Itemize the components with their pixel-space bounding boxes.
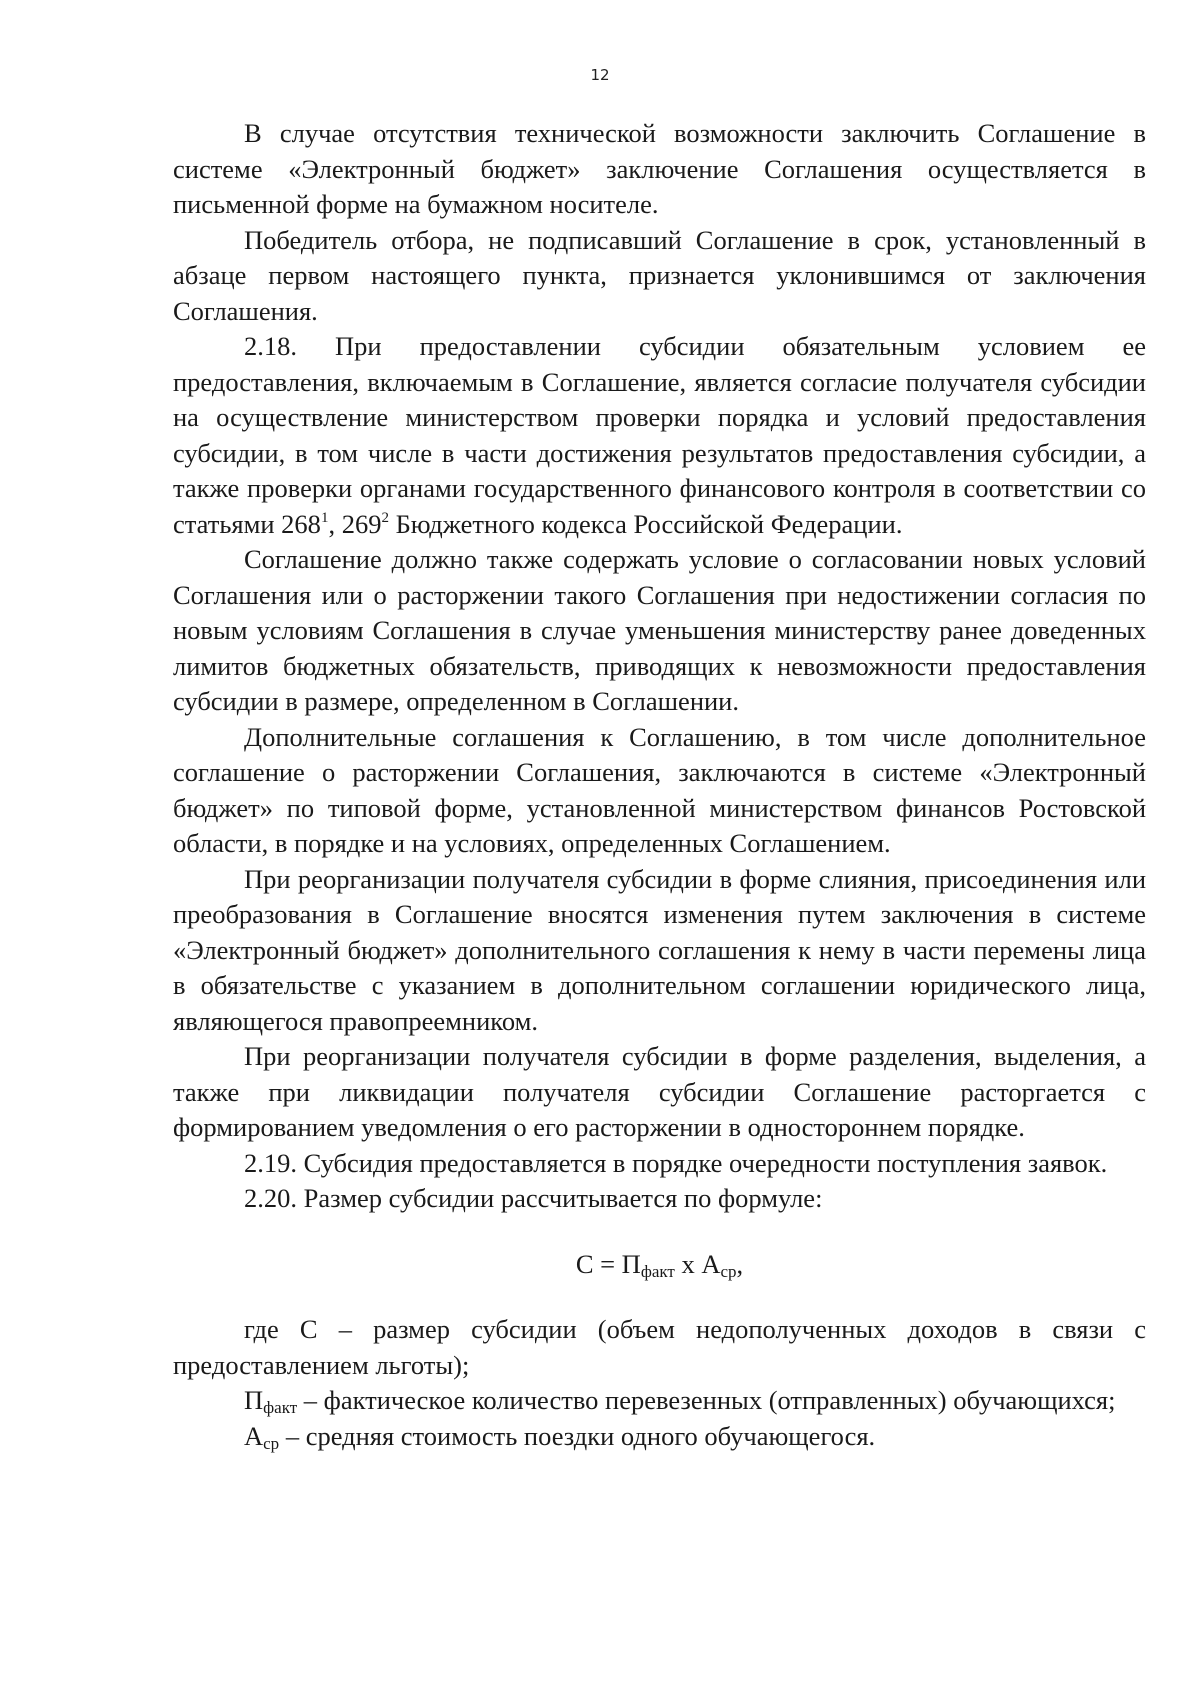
definition-p-text: – фактическое количество перевезенных (отправленных) обучающихся;: [297, 1385, 1116, 1415]
definition-a-symbol: А: [244, 1420, 264, 1451]
document-body: [173, 116, 1146, 1454]
superscript-269: 2: [381, 509, 389, 526]
superscript-268: 1: [320, 509, 329, 526]
formula-lhs: С = П: [575, 1248, 641, 1279]
paragraph-new-conditions: Соглашение должно также содержать условие о согласовании новых условий Соглашения или о расторжении такого Соглашения при недостижении согласия по новым условиям Соглашения в случае уменьшения министерству ранее доведенных лимитов бюджетных обязательств, приводящих к невозможности предоставления субсидии в размере, определенном в Соглашении.: [173, 544, 1146, 716]
definition-p-sub: факт: [263, 1398, 298, 1417]
paragraph-2-20: 2.20. Размер субсидии рассчитывается по формуле:: [244, 1183, 823, 1213]
paragraph-2-18: [173, 329, 1146, 542]
formula-mid: х А: [674, 1248, 721, 1279]
paragraph-2-18-text-before: 2.18. При предоставлении субсидии обязательным условием ее предоставления, включаемым в Соглашение, является согласие получателя субсидии на осуществление министерством проверки порядка и условий предоставления субсидии, в том числе в части достижения результатов предоставления субсидии, а также проверки органами государственного финансового контроля в соответствии со статьями 268: [173, 331, 1146, 539]
paragraph-2-19: 2.19. Субсидия предоставляется в порядке очередности поступления заявок.: [244, 1147, 1108, 1178]
formula-sub-avg: ср: [720, 1261, 737, 1281]
paragraph-2-18-text-after: Бюджетного кодекса Российской Федерации.: [388, 508, 903, 539]
definition-a-text: – средняя стоимость поездки одного обучающегося.: [279, 1420, 876, 1451]
subsidy-formula: [173, 1247, 1146, 1283]
paragraph-no-technical-possibility: В случае отсутствия технической возможности заключить Соглашение в системе «Электронный бюджет» заключение Соглашения осуществляется в письменной форме на бумажном носителе.: [173, 118, 1146, 219]
page-number: 12: [590, 66, 610, 84]
paragraph-reorganization-merger: При реорганизации получателя субсидии в форме слияния, присоединения или преобразования в Соглашение вносятся изменения путем заключения в системе «Электронный бюджет» дополнительного соглашения к нему в части перемены лица в обязательстве с указанием в дополнительном соглашении юридического лица, являющегося правопреемником.: [173, 863, 1146, 1036]
paragraph-winner-not-signed: Победитель отбора, не подписавший Соглашение в срок, установленный в абзаце первом настоящего пункта, признается уклонившимся от заключения Соглашения.: [173, 224, 1146, 326]
definition-p-symbol: П: [244, 1385, 264, 1415]
formula-sub-fact: факт: [640, 1261, 675, 1281]
paragraph-reorganization-division: При реорганизации получателя субсидии в форме разделения, выделения, а также при ликвидации получателя субсидии Соглашение расторгается с формированием уведомления о его расторжении в одностороннем порядке.: [173, 1041, 1146, 1142]
definition-a-avg: [173, 1419, 1146, 1455]
definition-c: где С – размер субсидии (объем недополученных доходов в связи с предоставлением льготы);: [173, 1314, 1146, 1380]
definition-a-sub: ср: [263, 1433, 280, 1453]
paragraph-2-18-text-mid: , 269: [328, 508, 382, 539]
definition-p-fact: [173, 1383, 1146, 1419]
formula-end: ,: [736, 1248, 744, 1279]
paragraph-additional-agreements: Дополнительные соглашения к Соглашению, в том числе дополнительное соглашение о расторжении Соглашения, заключаются в системе «Электронный бюджет» по типовой форме, установленной министерством финансов Ростовской области, в порядке и на условиях, определенных Соглашением.: [173, 721, 1146, 858]
